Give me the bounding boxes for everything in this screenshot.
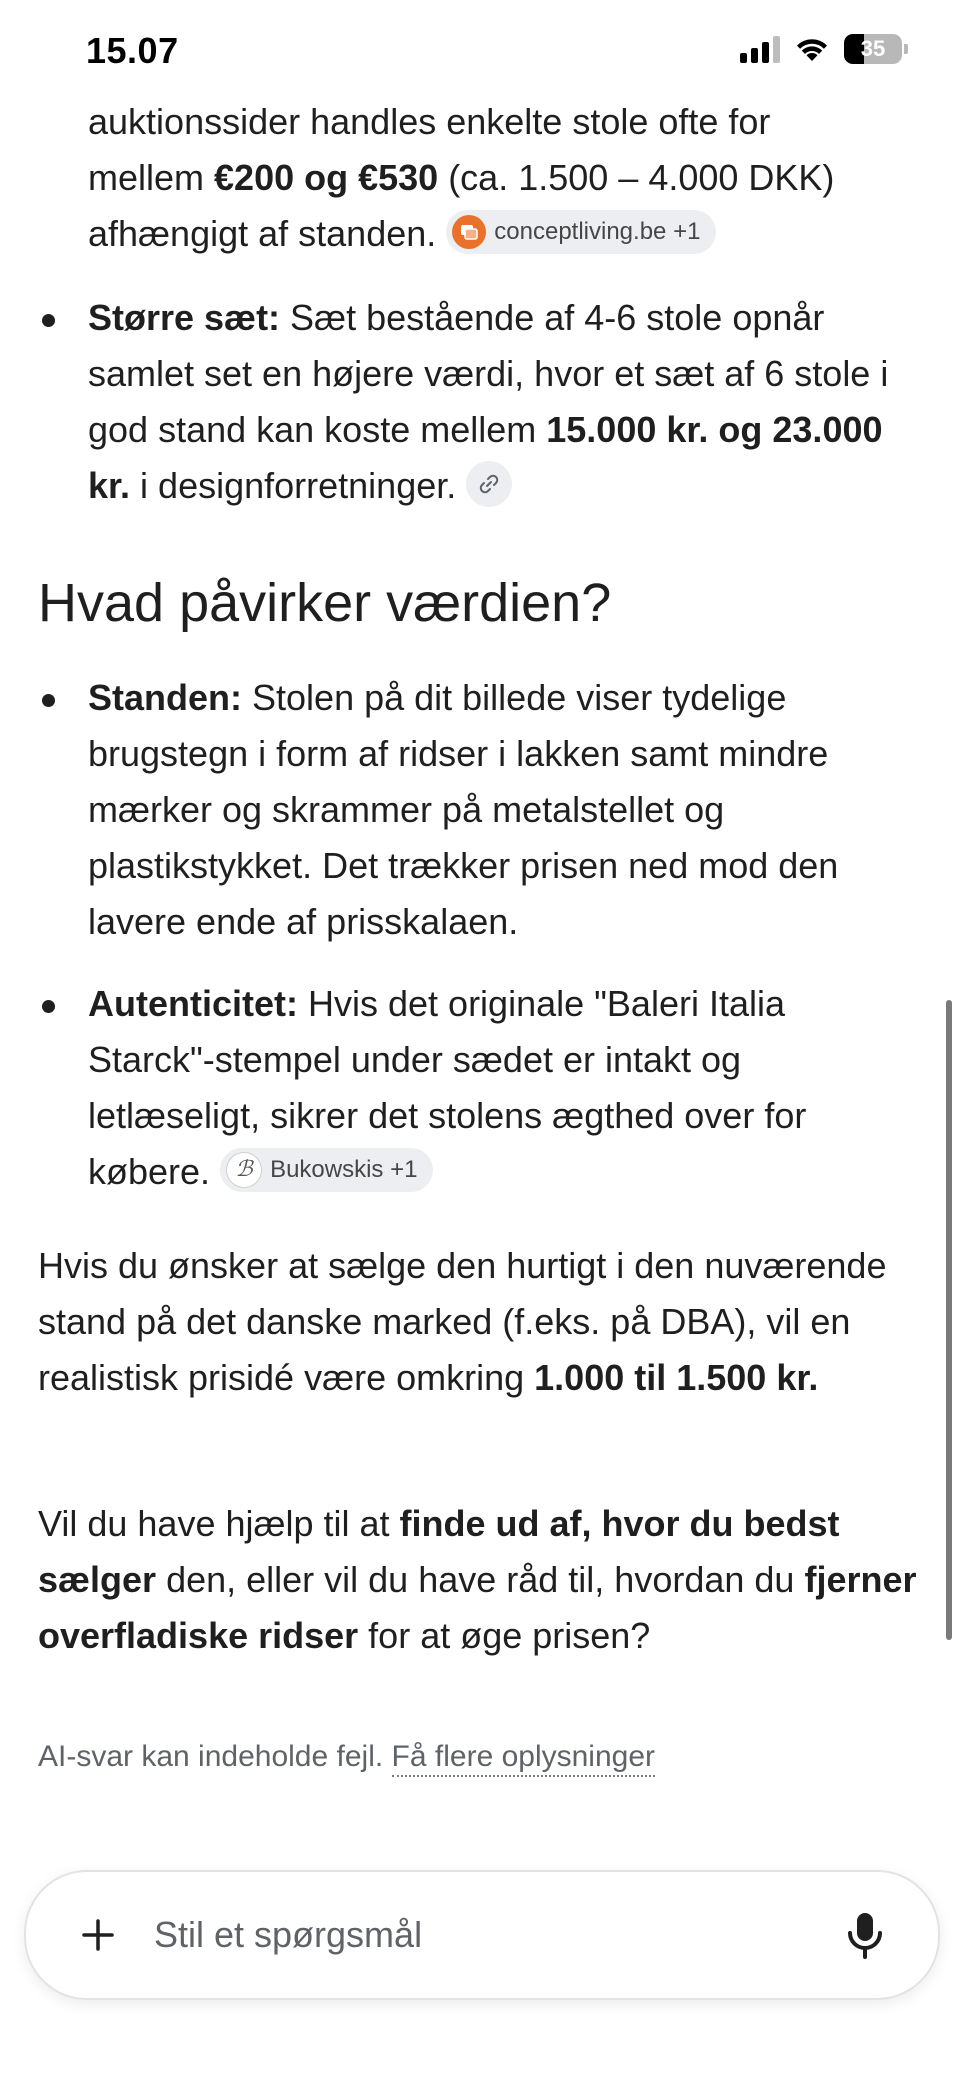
text: (ca. 1.500 – 4.000 DKK)	[438, 157, 835, 198]
battery-cap	[904, 44, 908, 54]
paragraph-follow-up	[38, 1496, 918, 1664]
link-icon	[477, 472, 501, 496]
source-link-chip[interactable]	[466, 461, 512, 507]
price-continuation	[88, 94, 928, 262]
bullet-larger-sets	[38, 290, 918, 514]
source-chip-label: conceptliving.be +1	[494, 218, 701, 246]
bullet-text	[88, 290, 918, 514]
bold-text: fjerner overfladiske ridser	[38, 1559, 917, 1656]
text: mellem	[88, 157, 215, 198]
status-time: 15.07	[86, 30, 179, 71]
source-chip-conceptliving[interactable]	[446, 210, 716, 254]
price-range: 1.000 til 1.500 kr.	[534, 1357, 819, 1398]
bukowskis-logo-icon: ℬ	[226, 1152, 262, 1188]
learn-more-link[interactable]: Få flere oplysninger	[392, 1740, 655, 1777]
bullet-authenticity	[38, 976, 918, 1200]
conceptliving-logo-icon	[452, 215, 486, 249]
ask-bar	[24, 1870, 940, 2000]
bullet-label: Autenticitet:	[88, 983, 298, 1024]
status-bar	[0, 0, 960, 100]
status-icons	[740, 34, 908, 64]
bullet-condition	[38, 670, 918, 950]
section-heading: Hvad påvirker værdien?	[38, 573, 612, 633]
add-button[interactable]	[68, 1905, 128, 1965]
plus-icon	[80, 1917, 116, 1953]
text: Hvis du ønsker at sælge den hurtigt i den nuværende stand på det danske marked (f.eks. på DBA), vil en realistisk prisidé være omkring	[38, 1245, 887, 1398]
microphone-button[interactable]	[832, 1902, 898, 1968]
battery-icon	[844, 34, 902, 64]
paragraph-price-suggestion	[38, 1238, 918, 1406]
microphone-icon	[845, 1911, 885, 1959]
wifi-icon	[794, 35, 830, 63]
continuation-line-3	[88, 206, 928, 262]
bullet-dot	[42, 694, 55, 707]
battery-percentage: 35	[860, 36, 886, 61]
bullet-label: Standen:	[88, 677, 243, 718]
text: den, eller vil du have råd til, hvordan du	[156, 1559, 805, 1600]
ask-input[interactable]	[154, 1906, 794, 1964]
price-range: 15.000 kr. og 23.000 kr.	[88, 409, 883, 506]
source-chip-bukowskis[interactable]	[220, 1148, 433, 1192]
price-range: €200 og €530	[214, 157, 439, 198]
bullet-label: Større sæt:	[88, 297, 281, 338]
bullet-dot	[42, 1000, 55, 1013]
continuation-line-1: auktionssider handles enkelte stole ofte for	[88, 101, 771, 142]
text: afhængigt af standen.	[88, 213, 437, 254]
source-chip-label: Bukowskis +1	[270, 1156, 418, 1184]
bullet-text	[88, 976, 918, 1200]
text: i designforretninger.	[130, 465, 457, 506]
text: Hvis det originale "Baleri Italia Starck"-stempel under sædet er intakt og letlæseligt, sikrer det stolens ægthed over for købere.	[88, 983, 807, 1192]
continuation-line-2	[88, 150, 928, 206]
text: Vil du have hjælp til at	[38, 1503, 400, 1544]
scrollbar-thumb[interactable]	[946, 1000, 952, 1640]
text: Stolen på dit billede viser tydelige brugstegn i form af ridser i lakken samt mindre mærker og skrammer på metalstellet og plastikstykket. Det trækker prisen ned mod den lavere ende af prisskalaen.	[88, 677, 839, 942]
cellular-signal-icon	[740, 35, 780, 63]
text: for at øge prisen?	[358, 1615, 651, 1656]
bold-text: finde ud af, hvor du bedst sælger	[38, 1503, 840, 1600]
disclaimer-text: AI-svar kan indeholde fejl.	[38, 1740, 384, 1773]
text: Sæt bestående af 4-6 stole opnår samlet set en højere værdi, hvor et sæt af 6 stole i god stand kan koste mellem	[88, 297, 889, 450]
bullet-dot	[42, 314, 55, 327]
ai-disclaimer	[38, 1740, 655, 1774]
bullet-text	[88, 670, 918, 950]
